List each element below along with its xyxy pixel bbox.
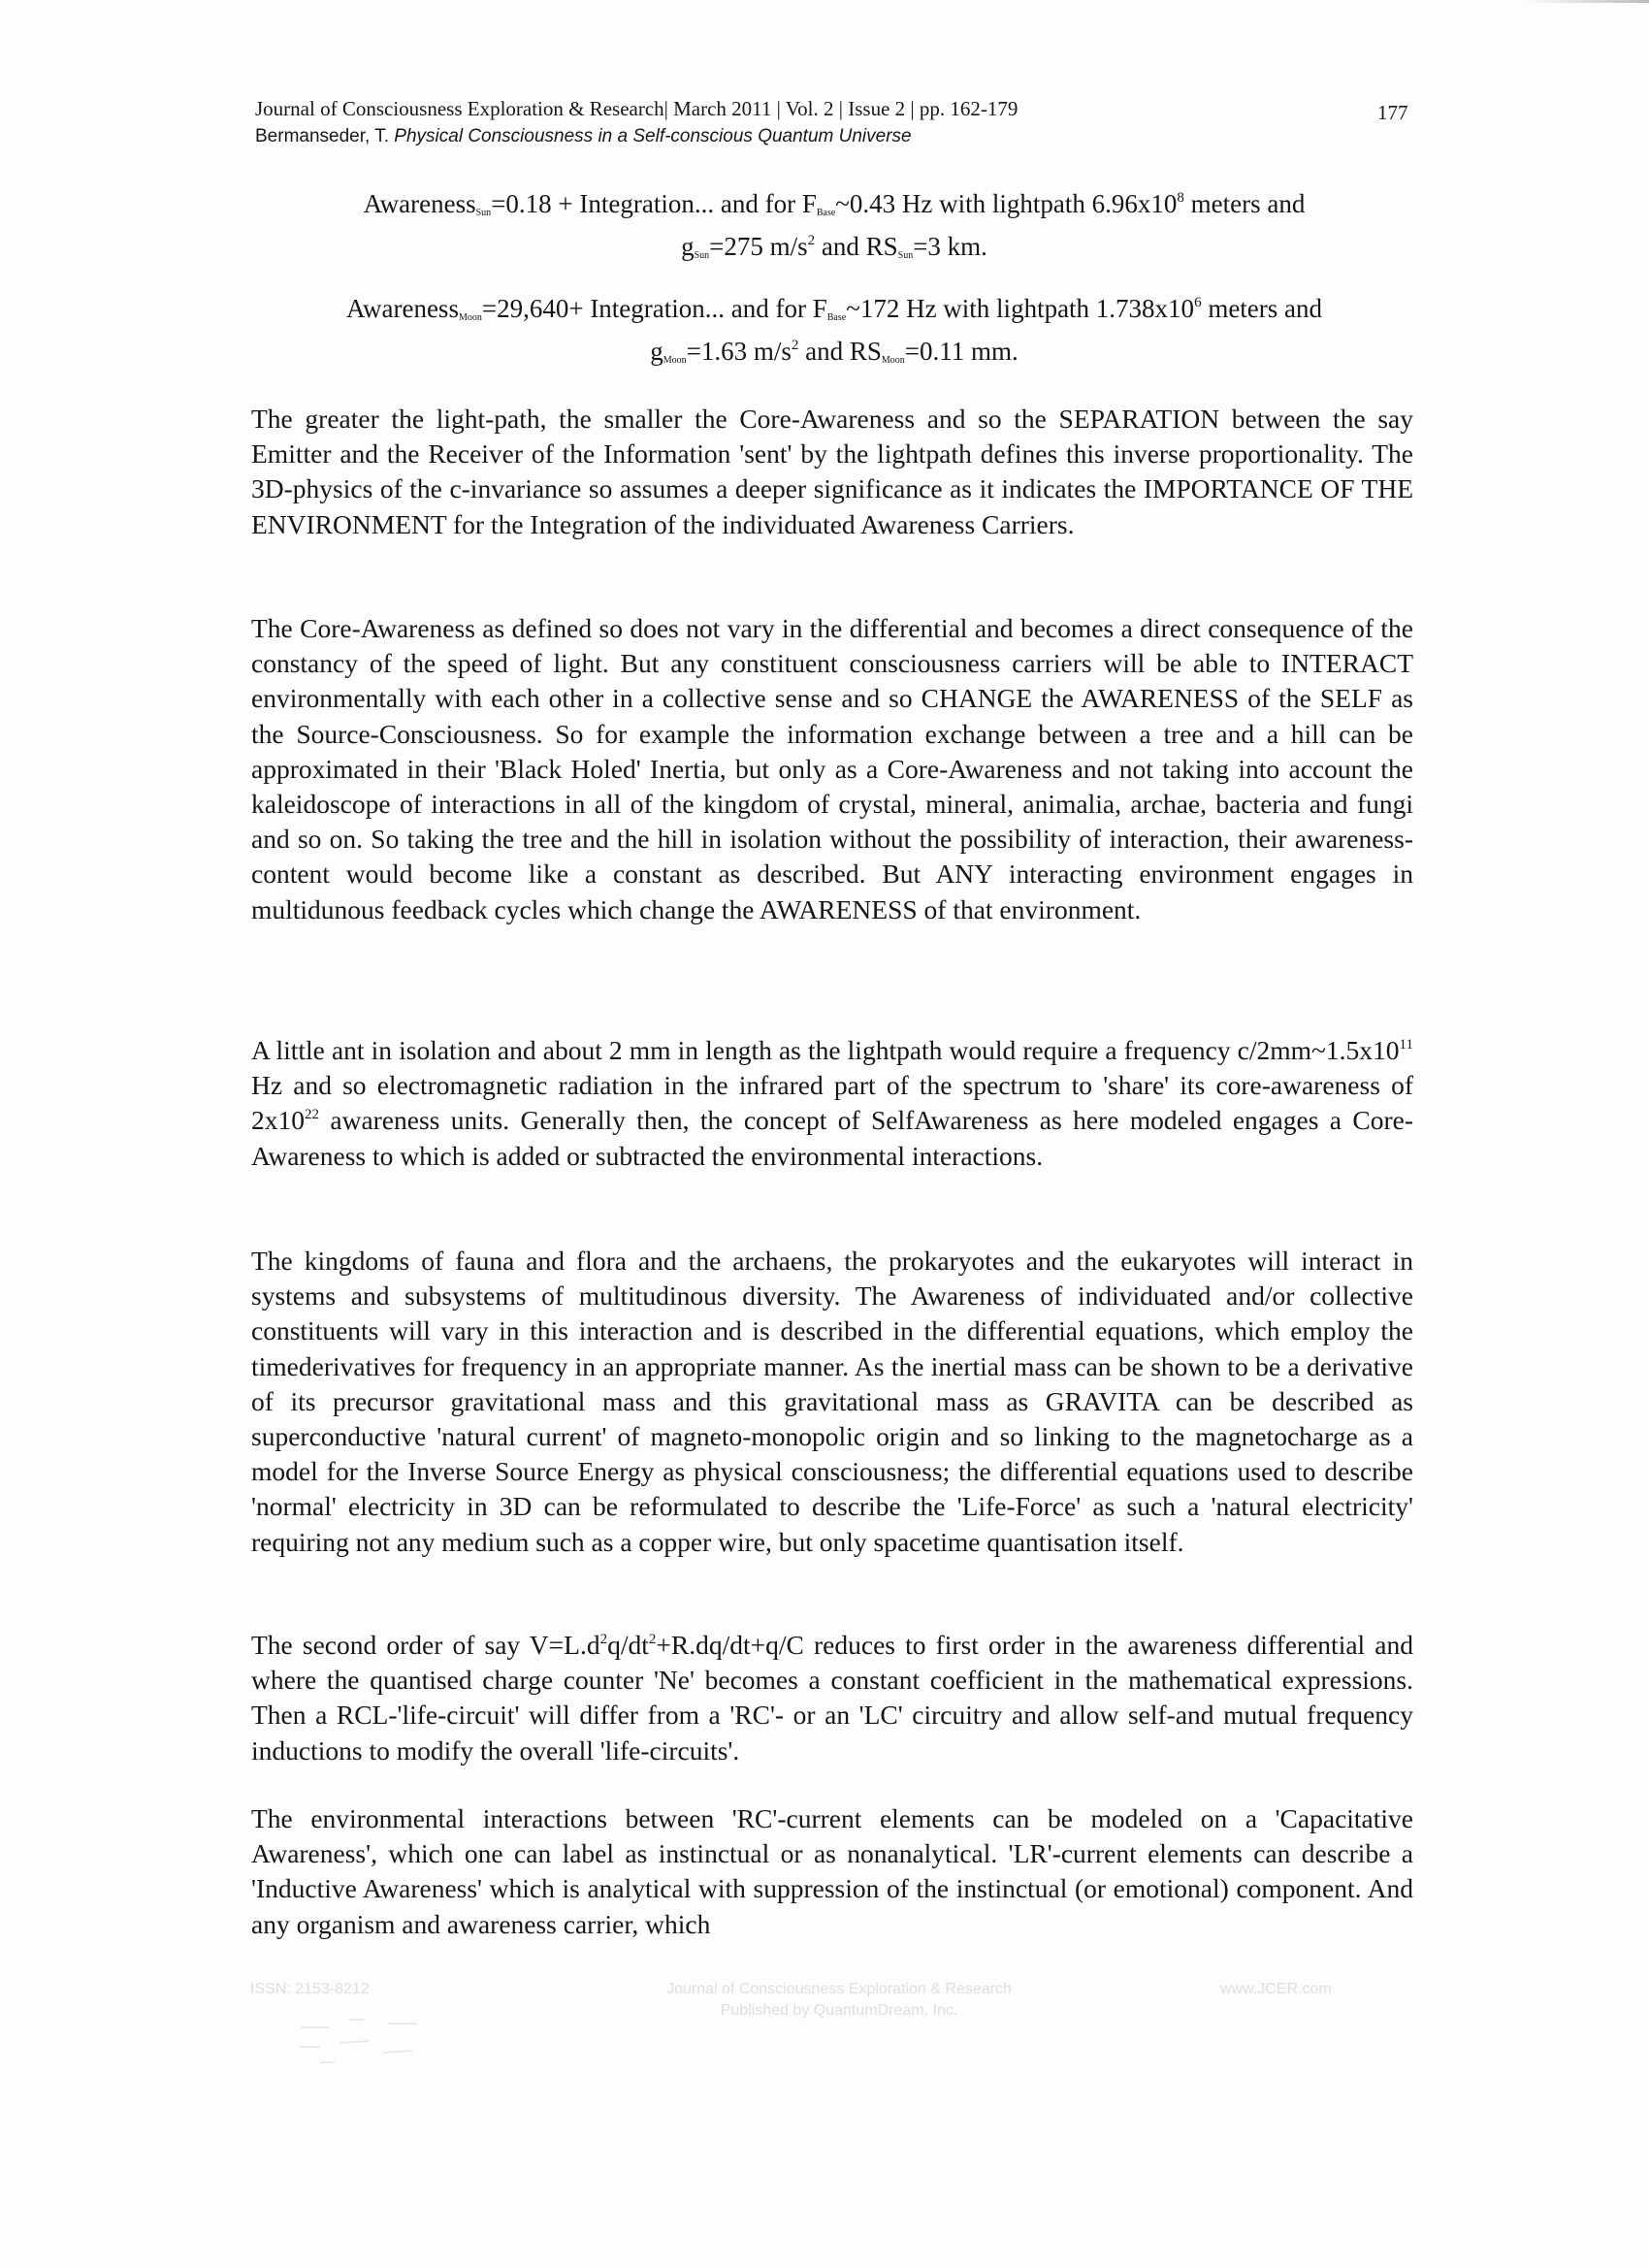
scan-edge <box>0 0 1649 3</box>
paragraph-second-order: The second order of say $V=L.d^2q/dt^2+R.dq/dt+q/C$ reduces to first order in the awareness differential and where the quantised charge counter 'Ne' becomes a constant coefficient in the mathematical expressions. Then a RCL-'life-circuit' will differ from a 'RC'- or an 'LC' circuitry and allow self-and mutual frequency inductions to modify the overall 'life-circuits'. <box>251 1630 1414 1766</box>
paragraph-light-path: The greater the light-path, the smaller the Core-Awareness and so the SEPARATION between the say Emitter and the Receiver of the Information 'sent' by the lightpath defines this inverse proportionality. The 3D-physics of the c-invariance so assumes a deeper significance as it indicates the IMPORTANCE OF THE ENVIRONMENT for the Integration of the individuated Awareness Carriers. <box>251 404 1413 539</box>
equation-line: Awareness$_{Moon}$=29,640+ Integration... and for $F_{Base}\sim 172$ Hz with lightpath $1.738x10^6$ meters and <box>345 294 1323 323</box>
equation-line: Awareness$_{Sun}$=0.18 + Integration... and for $F_{Base}\sim 0.43$ Hz with lightpath $6.96x10^8$ meters and <box>363 189 1306 218</box>
footer-publisher: Published by QuantumDream, Inc. <box>720 2002 958 2019</box>
equation-line: $g_{Sun}=275$ $m/s^2$ and $RS_{Sun}=3$ km. <box>681 232 987 261</box>
running-header <box>255 95 1419 149</box>
footer-journal-name: Journal of Consciousness Exploration & Research <box>666 1981 1012 1997</box>
journal-citation: Journal of Consciousness Exploration & Research| March 2011 | Vol. 2 | Issue 2 | pp. 162-179 <box>255 97 1018 120</box>
moon-awareness-equation <box>247 292 1421 377</box>
footer-issn: ISSN: 2153-8212 <box>250 1981 370 1997</box>
article-title: Physical Consciousness in a Self-conscious Quantum Universe <box>394 126 912 146</box>
page-number: 177 <box>1377 101 1408 124</box>
paragraph-kingdoms: The kingdoms of fauna and flora and the archaens, the prokaryotes and the eukaryotes will interact in systems and subsystems of multitudinous diversity. The Awareness of individuated and/or collective constituents will vary in this interaction and is described in the differential equations, which employ the timederivatives for frequency in an appropriate manner. As the inertial mass can be shown to be a derivative of its precursor gravitational mass and this gravitational mass as GRAVITA can be described as superconductive 'natural current' of magneto-monopolic origin and so linking to the magnetocharge as a model for the Inverse Source Energy as physical consciousness; the differential equations used to describe 'normal' electricity in 3D can be reformulated to describe the 'Life-Force' as such a 'natural electricity' requiring not any medium such as a copper wire, but only spacetime quantisation itself. <box>251 1246 1413 1557</box>
footer-journal <box>635 1979 1043 2022</box>
sun-awareness-equation <box>247 187 1421 273</box>
author-title-line <box>255 123 1419 149</box>
paragraph-environmental-interactions: The environmental interactions between 'RC'-current elements can be modeled on a 'Capacitative Awareness', which one can label as instinctual or as nonanalytical. 'LR'-current elements can describe a 'Inductive Awareness' which is analytical with suppression of the instinctual (or emotional) component. And any organism and awareness carrier, which <box>251 1803 1413 1939</box>
scan-smudge <box>291 2006 456 2074</box>
footer-url[interactable]: www.JCER.com <box>1220 1981 1332 1997</box>
paragraph-core-awareness: The Core-Awareness as defined so does not vary in the differential and becomes a direct consequence of the constancy of the speed of light. But any constituent consciousness carriers will be able to INTERACT environmentally with each other in a collective sense and so CHANGE the AWARENESS of the SELF as the Source-Consciousness. So for example the information exchange between a tree and a hill can be approximated in their 'Black Holed' Inertia, but only as a Core-Awareness and not taking into account the kaleidoscope of interactions in all of the kingdom of crystal, mineral, animalia, archae, bacteria and fungi and so on. So taking the tree and the hill in isolation without the possibility of interaction, their awareness-content would become like a constant as described. But ANY interacting environment engages in multidunous feedback cycles which change the AWARENESS of that environment. <box>251 613 1413 924</box>
author: Bermanseder, T. <box>255 126 390 146</box>
equation-line: $g_{Moon}=1.63$ $m/s^2$ and $RS_{Moon}=0.11$ mm. <box>650 337 1018 366</box>
paragraph-ant-example: A little ant in isolation and about 2 mm in length as the lightpath would require a frequency $c/2mm\sim 1.5x10^{11}$ Hz and so electromagnetic radiation in the infrared part of the spectrum to 'share' its core-awareness of $2x10^{22}$ awareness units. Generally then, the concept of SelfAwareness as here modeled engages a Core-Awareness to which is added or subtracted the environmental interactions. <box>251 1035 1413 1171</box>
